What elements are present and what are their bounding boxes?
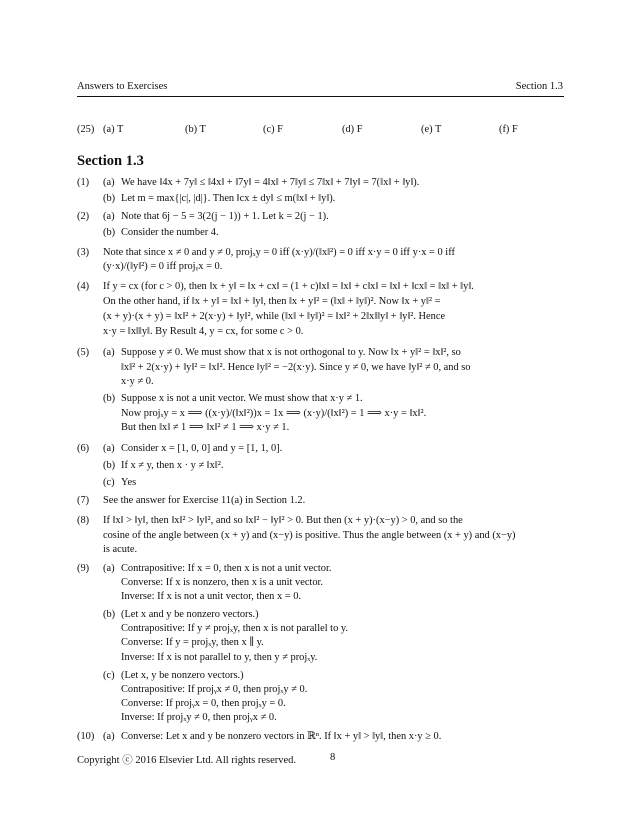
answer-line: cosine of the angle between (x + y) and (x−y) is positive. Thus the angle between (x + y) and (x−y) bbox=[103, 530, 516, 541]
answer-item: (a) T bbox=[103, 124, 124, 135]
page-number: 8 bbox=[330, 752, 336, 763]
answer-line: Suppose y ≠ 0. We must show that x is not orthogonal to y. Now ‖x + y‖² = ‖x‖², so bbox=[121, 347, 461, 358]
exercise-number: (8) bbox=[77, 515, 90, 526]
answer-line: Now projₓy = x ⟹ ((x·y)/(‖x‖²))x = 1x ⟹ (x·y)/(‖x‖²) = 1 ⟹ x·y = ‖x‖². bbox=[121, 408, 427, 419]
part-label: (b) bbox=[103, 609, 116, 620]
answer-line: Note that since x ≠ 0 and y ≠ 0, projₓy = 0 iff (x·y)/(‖x‖²) = 0 iff x·y = 0 iff y·x = 0 iff bbox=[103, 247, 455, 258]
answer-line: If ‖x‖ > ‖y‖, then ‖x‖² > ‖y‖², and so ‖x‖² − ‖y‖² > 0. But then (x + y)·(x−y) > 0, and so the bbox=[103, 515, 463, 526]
running-header-left: Answers to Exercises bbox=[77, 81, 168, 92]
answer-item: (d) F bbox=[342, 124, 363, 135]
answer-line: Consider the number 4. bbox=[121, 227, 219, 238]
part-label: (b) bbox=[103, 227, 116, 238]
answer-line: Inverse: If x is not parallel to y, then y ≠ projₓy. bbox=[121, 652, 318, 663]
answer-line: (Let x, y be nonzero vectors.) bbox=[121, 670, 244, 681]
part-label: (a) bbox=[103, 731, 115, 742]
part-label: (a) bbox=[103, 347, 115, 358]
part-label: (c) bbox=[103, 670, 115, 681]
answer-line: x·y ≠ 0. bbox=[121, 376, 154, 387]
answer-line: Contrapositive: If y ≠ projₓy, then x is not parallel to y. bbox=[121, 623, 348, 634]
exercise-number: (4) bbox=[77, 281, 90, 292]
exercise-number: (5) bbox=[77, 347, 90, 358]
answer-line: is acute. bbox=[103, 544, 138, 555]
exercise-number: (2) bbox=[77, 211, 90, 222]
answer-line: Contrapositive: If x = 0, then x is not a unit vector. bbox=[121, 563, 332, 574]
exercise-number: (6) bbox=[77, 443, 90, 454]
answer-line: (y·x)/(‖y‖²) = 0 iff projᵧx = 0. bbox=[103, 261, 223, 272]
answer-line: Contrapositive: If projᵧx ≠ 0, then projₓy ≠ 0. bbox=[121, 684, 308, 695]
answer-line: x·y = ‖x‖‖y‖. By Result 4, y = cx, for some c > 0. bbox=[103, 326, 304, 337]
answer-line: Note that 6j − 5 = 3(2(j − 1)) + 1. Let k = 2(j − 1). bbox=[121, 211, 329, 222]
exercise-number: (1) bbox=[77, 177, 90, 188]
answer-line: Converse: If y = projₓy, then x ∥ y. bbox=[121, 637, 264, 648]
section-title: Section 1.3 bbox=[77, 153, 144, 169]
answer-line: Let m = max{|c|, |d|}. Then ‖cx ± dy‖ ≤ m(‖x‖ + ‖y‖). bbox=[121, 193, 336, 204]
answer-line: Converse: If projᵧx = 0, then projₓy = 0. bbox=[121, 698, 286, 709]
answer-line: (x + y)·(x + y) = ‖x‖² + 2(x·y) + ‖y‖², while (‖x‖ + ‖y‖)² = ‖x‖² + 2‖x‖‖y‖ + ‖y‖². Hence bbox=[103, 311, 446, 322]
answer-line: But then ‖x‖ ≠ 1 ⟹ ‖x‖² ≠ 1 ⟹ x·y ≠ 1. bbox=[121, 422, 290, 433]
header-rule bbox=[77, 96, 564, 97]
answer-line: We have ‖4x + 7y‖ ≤ ‖4x‖ + ‖7y‖ = 4‖x‖ + 7‖y‖ ≤ 7‖x‖ + 7‖y‖ = 7(‖x‖ + ‖y‖). bbox=[121, 177, 420, 188]
answer-item: (e) T bbox=[421, 124, 442, 135]
answer-item: (f) F bbox=[499, 124, 518, 135]
answer-item: (b) T bbox=[185, 124, 206, 135]
answer-line: ‖x‖² + 2(x·y) + ‖y‖² = ‖x‖². Hence ‖y‖² = −2(x·y). Since y ≠ 0, we have ‖y‖² ≠ 0, and so bbox=[121, 362, 471, 373]
answer-line: See the answer for Exercise 11(a) in Section 1.2. bbox=[103, 495, 306, 506]
exercise-number: (3) bbox=[77, 247, 90, 258]
answer-line: Converse: If x is nonzero, then x is a unit vector. bbox=[121, 577, 323, 588]
part-label: (a) bbox=[103, 443, 115, 454]
answer-line: On the other hand, if ‖x + y‖ = ‖x‖ + ‖y‖, then ‖x + y‖² = (‖x‖ + ‖y‖)². Now ‖x + y‖² = bbox=[103, 296, 441, 307]
answer-line: Consider x = [1, 0, 0] and y = [1, 1, 0]. bbox=[121, 443, 283, 454]
copyright-notice: Copyright ⓒ 2016 Elsevier Ltd. All rights reserved. bbox=[77, 755, 297, 766]
answer-line: If x ≠ y, then x · y ≠ ‖x‖². bbox=[121, 460, 224, 471]
part-label: (b) bbox=[103, 393, 116, 404]
exercise-number: (9) bbox=[77, 563, 90, 574]
answer-item: (c) F bbox=[263, 124, 283, 135]
answer-line: Converse: Let x and y be nonzero vectors in ℝⁿ. If ‖x + y‖ > ‖y‖, then x·y ≥ 0. bbox=[121, 731, 442, 742]
answer-line: (Let x and y be nonzero vectors.) bbox=[121, 609, 259, 620]
part-label: (a) bbox=[103, 563, 115, 574]
exercise-number: (25) bbox=[77, 124, 95, 135]
exercise-number: (10) bbox=[77, 731, 95, 742]
part-label: (a) bbox=[103, 177, 115, 188]
part-label: (b) bbox=[103, 193, 116, 204]
exercise-number: (7) bbox=[77, 495, 90, 506]
part-label: (c) bbox=[103, 477, 115, 488]
running-header-right: Section 1.3 bbox=[515, 81, 563, 92]
answer-line: Inverse: If x is not a unit vector, then x = 0. bbox=[121, 591, 302, 602]
answer-line: Suppose x is not a unit vector. We must show that x·y ≠ 1. bbox=[121, 393, 363, 404]
answer-line: Yes bbox=[121, 477, 137, 488]
part-label: (a) bbox=[103, 211, 115, 222]
answer-line: Inverse: If projₓy ≠ 0, then projᵧx ≠ 0. bbox=[121, 712, 277, 723]
part-label: (b) bbox=[103, 460, 116, 471]
answer-line: If y = cx (for c > 0), then ‖x + y‖ = ‖x + cx‖ = (1 + c)‖x‖ = ‖x‖ + c‖x‖ = ‖x‖ + ‖cx‖ = ‖x‖ + ‖y‖. bbox=[103, 281, 474, 292]
